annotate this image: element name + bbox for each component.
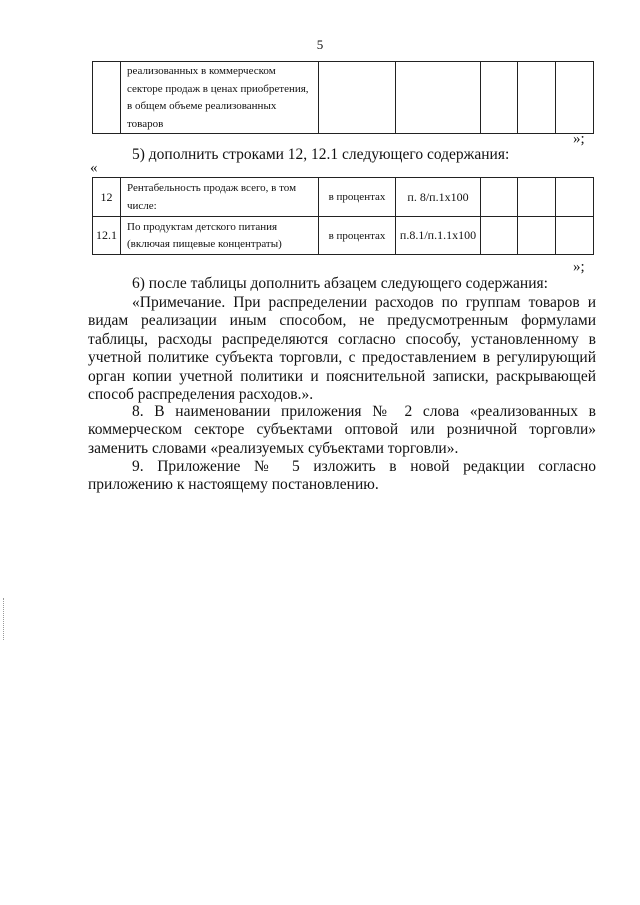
value-cell (481, 217, 518, 255)
closing-quote: »; (573, 259, 585, 275)
indicator-cell (121, 178, 319, 217)
formula-cell: п.8.1/п.1.1х100 (396, 217, 481, 255)
row-number: 12 (93, 178, 121, 217)
unit-cell: в процентах (319, 178, 396, 217)
item-6: 6) после таблицы дополнить абзацем следующего содержания: (132, 275, 548, 292)
value-cell (556, 178, 594, 217)
page-number: 5 (316, 37, 324, 52)
margin-mark (3, 598, 5, 640)
table-row (93, 178, 594, 217)
table-new-rows (92, 177, 594, 255)
unit-cell (319, 62, 396, 134)
value-cell (518, 178, 556, 217)
unit-cell: в процентах (319, 217, 396, 255)
value-cell (518, 62, 556, 134)
value-cell (481, 62, 518, 134)
row-number: 12.1 (93, 217, 121, 255)
value-cell (481, 178, 518, 217)
formula-cell: п. 8/п.1х100 (396, 178, 481, 217)
table-fragment-top (92, 61, 594, 134)
indicator-cell (121, 62, 319, 134)
table-row (93, 217, 594, 255)
opening-quote: « (90, 160, 98, 176)
item-8: 8. В наименовании приложения № 2 слова «реализованных в коммерческом секторе субъектами оптовой или розничной торговли» заменить словами «реализуемых субъектами торговли». (88, 403, 596, 457)
note-paragraph: «Примечание. При распределении расходов по группам товаров и видам реализации иным способом, не предусмотренным формулами таблицы, расходы распределяются согласно способу, установленному в учетной политике субъекта торговли, с предоставлением в регулирующий орган копии учетной политики и пояснительной записки, раскрывающей способ распределения расходов.». (88, 294, 596, 404)
value-cell (556, 217, 594, 255)
item-5: 5) дополнить строками 12, 12.1 следующего содержания: (132, 146, 510, 163)
indicator-text: Рентабельность продаж всего, в том числе: (127, 182, 297, 212)
table-row (93, 62, 594, 134)
value-cell (518, 217, 556, 255)
closing-quote: »; (573, 131, 585, 147)
row-number (93, 62, 121, 134)
indicator-text: По продуктам детского питания (включая пищевые концентраты) (127, 220, 282, 250)
formula-cell (396, 62, 481, 134)
indicator-cell (121, 217, 319, 255)
value-cell (556, 62, 594, 134)
indicator-text: реализованных в коммерческом секторе продаж в ценах приобретения, в общем объеме реализованных товаров (127, 65, 309, 130)
item-9: 9. Приложение № 5 изложить в новой редакции согласно приложению к настоящему постановлению. (88, 458, 596, 494)
